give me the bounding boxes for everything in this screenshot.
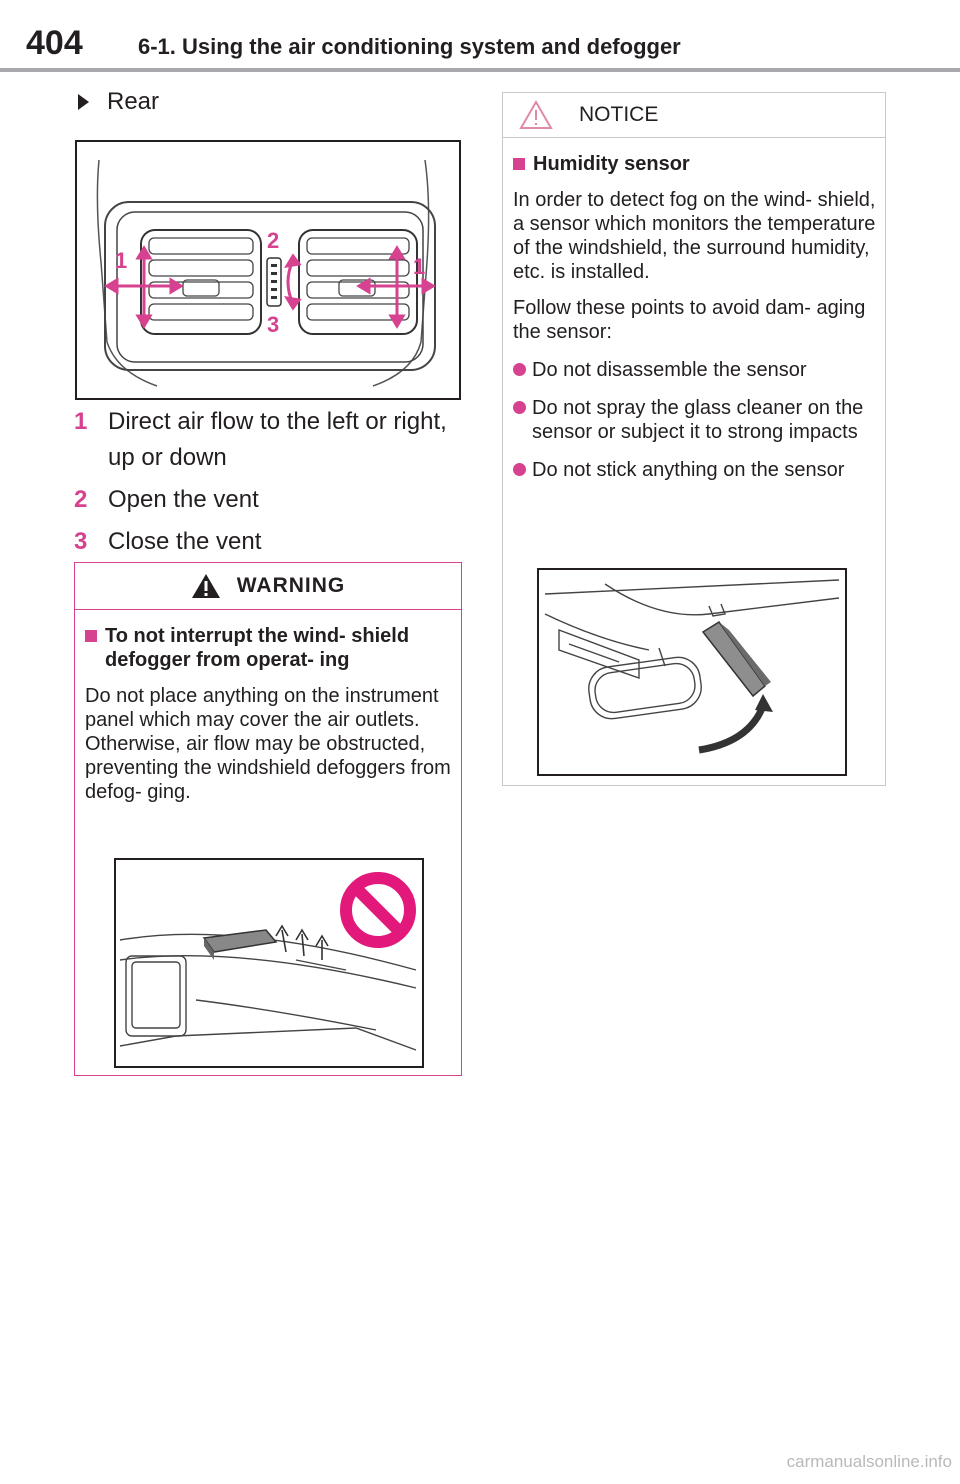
rear-vent-figure — [75, 140, 461, 400]
notice-header — [503, 93, 885, 138]
section-title: 6-1. Using the air conditioning system and defogger — [138, 34, 681, 59]
notice-triangle-icon — [519, 100, 553, 130]
notice-paragraph-2: Follow these points to avoid dam- aging the sensor: — [513, 297, 866, 343]
figure-label-1-right: 1 — [413, 254, 426, 279]
step-text: Open the vent — [108, 486, 259, 513]
figure-label-2: 2 — [267, 228, 280, 253]
square-bullet-icon — [513, 158, 525, 170]
instrument-panel-figure — [114, 858, 424, 1068]
list-item — [513, 458, 877, 482]
notice-title: NOTICE — [579, 103, 659, 126]
watermark: carmanualsonline.info — [786, 1452, 952, 1471]
warning-subheading — [85, 624, 453, 672]
warning-triangle-icon — [191, 573, 221, 599]
curved-arrow-icon — [699, 694, 773, 750]
circle-bullet-icon — [513, 463, 526, 476]
rear-heading-row — [74, 86, 464, 118]
step-list — [74, 404, 464, 566]
step-number: 1 — [74, 408, 88, 435]
prohibition-icon — [346, 878, 410, 942]
step-number: 3 — [74, 528, 88, 555]
figure-label-1-left: 1 — [115, 248, 128, 273]
figure-label-3: 3 — [267, 312, 280, 337]
page-number: 404 — [26, 24, 83, 62]
step-number: 2 — [74, 486, 88, 513]
instrument-panel-illustration — [116, 860, 422, 1066]
list-item — [74, 404, 464, 476]
notice-subheading-text: Humidity sensor — [533, 153, 690, 175]
notice-subheading — [513, 152, 877, 176]
warning-subheading-text: To not interrupt the wind- shield defogger from operat- ing — [105, 625, 410, 671]
notice-item-text: Do not disassemble the sensor — [532, 359, 807, 381]
humidity-sensor-figure — [537, 568, 847, 776]
header-rule — [0, 68, 960, 72]
step-text: Direct air flow to the left or right, up or down — [108, 408, 447, 471]
list-item — [513, 358, 877, 382]
square-bullet-icon — [85, 630, 97, 642]
warning-body: Do not place anything on the instrument panel which may cover the air outlets. Otherwise, air flow may be obstructed, preventing the windshield defoggers from defog- ging. — [85, 685, 451, 803]
step-text: Close the vent — [108, 528, 262, 555]
list-item — [74, 482, 464, 518]
notice-item-text: Do not stick anything on the sensor — [532, 459, 845, 481]
rear-vent-illustration — [77, 142, 459, 398]
humidity-sensor-illustration — [539, 570, 845, 774]
page-header — [0, 0, 960, 80]
warning-header — [75, 563, 461, 610]
rear-heading: Rear — [107, 88, 160, 115]
list-item — [513, 396, 877, 444]
triangle-bullet-icon — [78, 94, 89, 110]
notice-item-text: Do not spray the glass cleaner on the sensor or subject it to strong impacts — [532, 397, 864, 443]
circle-bullet-icon — [513, 401, 526, 414]
list-item — [74, 524, 464, 560]
circle-bullet-icon — [513, 363, 526, 376]
notice-paragraph-1: In order to detect fog on the wind- shield, a sensor which monitors the temperature of the windshield, the surround humidity, etc. is installed. — [513, 189, 876, 283]
warning-title: WARNING — [236, 574, 346, 597]
